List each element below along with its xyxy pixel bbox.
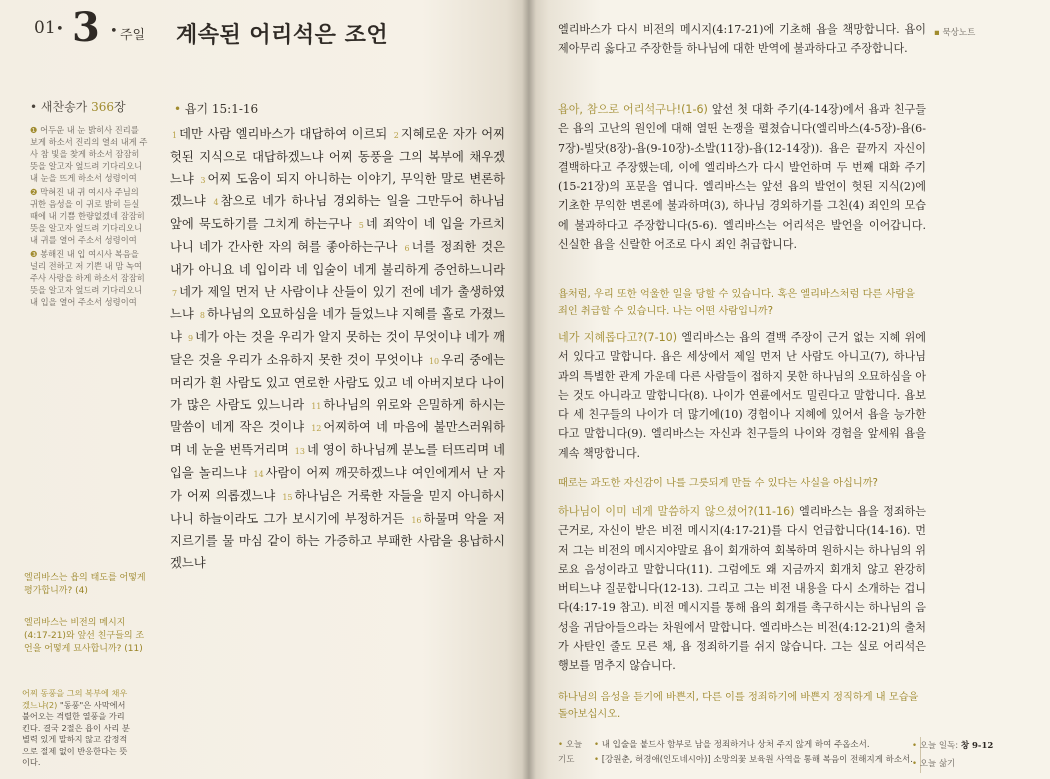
prayer-item: • 내 입술을 붙드사 함부로 남을 정죄하거나 상처 주지 않게 하여 주옵소서. xyxy=(594,740,870,750)
verse-number: 7 xyxy=(172,288,178,298)
bullet-icon: • xyxy=(174,102,185,116)
verse-number: 11 xyxy=(311,401,322,411)
reflection-question: 하나님의 음성을 듣기에 바쁜지, 다른 이를 정죄하기에 바쁜지 정직하게 내 모습을 돌아보십시오. xyxy=(558,692,919,720)
hymn-number: 366 xyxy=(91,100,114,114)
prayer-list xyxy=(594,738,924,768)
verse-text: 데만 사람 엘리바스가 대답하여 이르되 xyxy=(179,127,388,141)
section-2 xyxy=(558,328,926,463)
verse-text: 지혜로운 자가 어찌 헛된 지식으로 대답하겠느냐 어찌 동풍을 그의 복부에 채우겠느냐 xyxy=(170,127,505,186)
section-heading: 하나님이 이미 네게 말씀하지 않으셨어?(11-16) xyxy=(558,505,795,518)
section-body: 엘리바스는 욥을 정죄하는 근거로, 자신이 받은 비전 메시지(4:17-21)를 다시 언급합니다(14-16). 먼저 그는 비전의 메시지야말로 욥이 회개하여 회복하며 원하시는 하나님의 위로요 음성이라고 말합니다(11). 그럼에도 왜 지금까지 회개치 않고 완강히 버티느냐 질문합니다(12-13). 그리고 그는 비전 내용을 다시 소개하는 겁니다(4:17-19 참고). 비전 메시지를 통해 욥의 회개를 촉구하시는 하나님의 음성을 귀담아들으라는 차원에서 말합니다. 엘리바스는 비전(4:12-21)의 출처가 사탄인 줄도 모른 채, 욥 정죄하기를 쉬지 않습니다. 그는 실로 어리석은 행보를 멈추지 않습니다. xyxy=(558,505,926,673)
separator-dot: • xyxy=(110,24,118,39)
bullet-icon: • xyxy=(912,759,920,769)
verse-text: 너를 정죄한 것은 내가 아니요 네 입이라 네 입술이 네게 불리하게 증언하느니라 xyxy=(170,239,505,277)
section-body: 앞선 첫 대화 주기(4-14장)에서 욥과 친구들은 욥의 고난의 원인에 대해 열띤 논쟁을 펼쳤습니다(엘리바스(4-5장)-욥(6-7장)-빌닷(8장)-욥(9-10장)-소발(11장)-욥(12-14장)). 욥은 끝까지 자신이 결백하다고 주장했는데, 이에 엘리바스가 다시 발언하며 두 번째 대화 주기(15-21장)의 포문을 엽니다. 엘리바스는 앞선 욥의 발언이 헛된 지식(2)에 기초한 무익한 변론에 불과하며(3), 하나님 경외하기를 그친(4) 죄인의 모습에 불과하다고 주장합니다(5-6). 엘리바스는 어리석은 발언을 이어갑니다. 신실한 욥을 신랄한 어조로 다시 죄인 취급합니다. xyxy=(558,103,926,252)
section-heading: 네가 지혜롭다고?(7-10) xyxy=(558,331,678,344)
bullet-icon: • xyxy=(912,741,920,751)
bullet-icon: • xyxy=(594,755,602,765)
hymn-verse: ❸ 봉해진 내 입 여시사 복음을 널리 전하고 저 기쁜 내 맘 녹여 주사 사랑을 하게 하소서 잠잠히 뜻을 알고자 엎드려 기다리오니 내 입을 열어 주소서 성령이여 xyxy=(30,249,145,307)
intro-paragraph: 엘리바스가 다시 비전의 메시지(4:17-21)에 기초해 욥을 책망합니다. 욥이 제아무리 옳다고 주장한들 하나님에 대한 반역에 불과하다고 주장합니다. xyxy=(558,23,926,56)
verse-number: 14 xyxy=(253,469,264,479)
verse-number: 13 xyxy=(294,447,305,457)
verse-text: 우리 중에는 머리가 흰 사람도 있고 연로한 사람도 있고 네 아버지보다 나이가 많은 사람도 있느니라 xyxy=(170,352,505,412)
section-heading: 욥아, 참으로 어리석구나!(1-6) xyxy=(558,103,708,116)
verse-text: 하나님의 오묘하심을 네가 들었느냐 지혜를 홀로 가졌느냐 xyxy=(170,307,505,345)
reading-value: 창 9-12 xyxy=(960,741,994,751)
prayer-item: • [강원춘, 허경애(인도네시아)] 소망의꽃 보육원 사역을 통해 복음이 전해지게 하소서. xyxy=(594,755,913,765)
study-question: 엘리바스는 욥의 태도를 어떻게 평가합니까? (4) xyxy=(24,573,146,596)
passage-reference: • 욥기 15:1-16 xyxy=(174,102,259,116)
verse-number: 3 xyxy=(200,175,206,185)
verse-text: 네가 제일 먼저 난 사람이냐 산들이 있기 전에 네가 출생하였느냐 xyxy=(170,284,505,322)
separator-dot: • xyxy=(56,22,64,37)
bullet-icon: • xyxy=(594,740,602,750)
square-bullet-icon: ▪ xyxy=(934,28,943,38)
hymn-verse: ❶ 어두운 내 눈 밝히사 진리를 보게 하소서 진리의 열쇠 내게 주사 참 빛을 찾게 하소서 잠잠히 뜻을 알고자 엎드려 기다리오니 내 눈을 뜨게 하소서 성령이여 xyxy=(30,125,148,183)
verse-text: 참으로 네가 하나님 경외하는 일을 그만두어 하나님 앞에 묵도하기를 그치게 하는구나 xyxy=(170,194,505,232)
verse-text: 어찌 도움이 되지 아니하는 이야기, 무익한 말로 변론하겠느냐 xyxy=(170,171,505,209)
verse-number: 1 xyxy=(172,131,178,140)
verse-text: 하물며 악을 저지르기를 물 마심 같이 하는 가증하고 부패한 사람을 용납하시겠느냐 xyxy=(170,511,505,571)
verse-text: 네 죄악이 네 입을 가르치나니 네가 간사한 자의 혀를 좋아하는구나 xyxy=(170,217,505,254)
verse-number: 12 xyxy=(311,424,322,434)
hymn-heading: • 새찬송가 366장 xyxy=(30,100,126,114)
page-title: 계속된 어리석은 조언 xyxy=(176,22,389,48)
verse-number: 15 xyxy=(282,492,293,502)
prayer-label: • 오늘 기도 xyxy=(558,740,583,765)
verse-text: 사람이 어찌 깨끗하겠느냐 여인에게서 난 자가 어찌 의롭겠느냐 xyxy=(170,465,505,503)
study-question: 엘리바스는 비전의 메시지 (4:17-21)와 앞선 친구들의 조언을 어떻게 묘사합니까? (11) xyxy=(24,618,145,654)
verse-text: 하나님의 위로와 은밀하게 하시는 말씀이 네게 작은 것이냐 xyxy=(170,397,505,435)
verse-number: 8 xyxy=(199,311,205,321)
big-number: 3 xyxy=(72,4,100,51)
right-page xyxy=(528,0,1050,779)
book-gutter xyxy=(522,0,536,779)
scripture-text xyxy=(170,124,505,575)
reflection-question: 욥처럼, 우리 또한 억울한 일을 당할 수 있습니다. 혹은 엘리바스처럼 다른 사람을 죄인 취급할 수 있습니다. 나는 어떤 사람입니까? xyxy=(558,289,916,317)
verse-number: 10 xyxy=(428,356,440,366)
note-text: "동풍"은 사막에서 불어오는 격렬한 열풍을 가리킨다. 결국 2절은 욥이 사리 분별력 있게 말하지 않고 감정적으로 절제 없이 반응한다는 뜻이다. xyxy=(22,699,130,767)
verse-number: 5 xyxy=(358,221,364,231)
hymn-verse: ❷ 막혀진 내 귀 여시사 주님의 귀한 음성을 이 귀로 밝히 듣실 때에 내 기쁨 한량없겠네 잠잠히 뜻을 알고자 엎드려 기다리오니 내 귀를 열어 주소서 성령이여 xyxy=(30,187,145,245)
note-heading: 어찌 동풍을 그의 복부에 채우겠느냐(2) xyxy=(22,688,128,710)
page-number: 01 xyxy=(34,18,56,38)
verse-number: 16 xyxy=(411,515,422,525)
section-body: 엘리바스는 욥의 결백 주장이 근거 없는 지혜 위에 서 있다고 말합니다. 욥은 세상에서 제일 먼저 난 사람도 아니고(7), 하나님과의 특별한 관계 가운데 다른 사람들이 접하지 못한 하나님의 오묘하심을 아는 것도 아니라고 말합니다(8). 나이가 연륜에서도 밀린다고 말합니다. 욥보다 세 친구들의 나이가 더 많기에(10) 경험이나 지혜에 있어서 욥을 능가한다고 말합니다(9). 엘리바스는 자신과 친구들의 나이와 경험을 앞세워 욥을 계속 책망합니다. xyxy=(558,331,927,460)
today-life: • 오늘 삶기 xyxy=(912,759,956,769)
reflection-question: 때로는 과도한 자신감이 나를 그릇되게 만들 수 있다는 사실을 아십니까? xyxy=(558,478,878,489)
verse-number: 2 xyxy=(393,131,399,140)
verse-number: 9 xyxy=(187,334,194,344)
week-label: 주일 xyxy=(120,28,146,43)
verse-number: 4 xyxy=(213,198,219,208)
verse-text: 네가 아는 것을 우리가 알지 못하는 것이 무엇이냐 네가 깨달은 것을 우리가 소유하지 못한 것이 무엇이냐 xyxy=(170,330,505,367)
section-1 xyxy=(558,100,926,254)
verse-number: 6 xyxy=(404,243,410,253)
hymn-verses xyxy=(30,124,148,310)
verse-text: 네 영이 하나님께 분노를 터뜨리며 네 입을 놀리느냐 xyxy=(170,443,505,480)
section-3 xyxy=(558,502,926,676)
today-reading: • 오늘 일독: 창 9-12 xyxy=(912,741,994,751)
bullet-icon: • xyxy=(30,100,41,114)
bullet-icon: • xyxy=(558,740,566,750)
verse-text: 어찌하여 네 마음에 불만스러워하며 네 눈을 번뜩거리며 xyxy=(170,420,505,458)
verse-text: 하나님은 거룩한 자들을 믿지 아니하시나니 하늘이라도 그가 보시기에 부정하거든 xyxy=(170,488,505,526)
word-note xyxy=(22,688,132,769)
meditation-note-label: ▪ 묵상노트 xyxy=(934,28,976,38)
